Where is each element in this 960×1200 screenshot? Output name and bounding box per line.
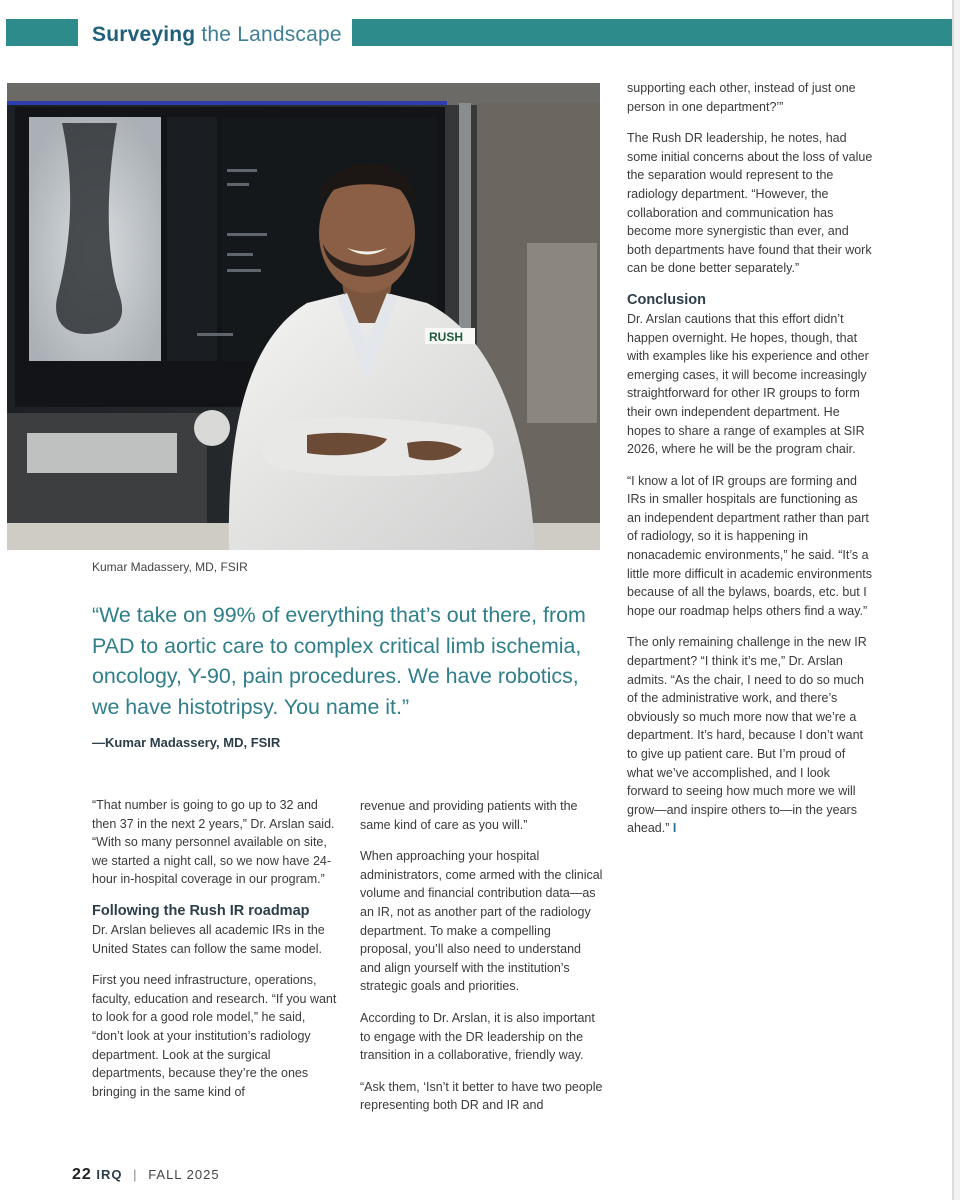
portrait-illustration [7, 83, 600, 550]
photo-caption: Kumar Madassery, MD, FSIR [92, 560, 248, 574]
paragraph: First you need infrastructure, operations, faculty, education and research. “If you want to look for a good role model,” he said, “don’t look at your institution’s radiology department. Look at the surgical departments, because they’re the ones bringing in the same kind of [92, 973, 337, 1099]
paragraph: According to Dr. Arslan, it is also important to engage with the DR leadership on the transition in a collaborative, friendly way. [360, 1010, 595, 1063]
page-footer [72, 1166, 220, 1184]
pull-quote-attribution: —Kumar Madassery, MD, FSIR [92, 735, 281, 750]
page-number: 22 [72, 1166, 92, 1183]
paragraph: supporting each other, instead of just one person in one department?’” [627, 81, 856, 114]
paragraph: “I know a lot of IR groups are forming and IRs in smaller hospitals are functioning as an independent department rather than part of radiology, so it is happening in nonacademic environments,” he said. “It’s a little more difficult in academic environments because of all the bylaws, boards, etc. but I hope our roadmap helps others find a way.” [627, 473, 873, 618]
paragraph: “That number is going to go up to 32 and then 37 in the next 2 years,” Dr. Arslan said. “With so many personnel available on site, we started a night call, so we now have 24-hour in-hospital coverage in our program.” [92, 798, 335, 887]
paragraph: Dr. Arslan believes all academic IRs in the United States can follow the same model. [92, 922, 325, 956]
paragraph: The Rush DR leadership, he notes, had some initial concerns about the loss of value the separation would represent to the radiology department. “However, the collaboration and communication has become more synergistic than ever, and both departments have found that their work can be done better separately.” [627, 131, 873, 276]
header-band-right [352, 19, 952, 46]
column-3 [627, 79, 873, 851]
paragraph-final [627, 633, 873, 838]
paragraph: revenue and providing patients with the same kind of care as you will.” [360, 799, 578, 832]
paragraph: When approaching your hospital administrators, come armed with the clinical volume and financial contribution data—as an IR, not as another part of the radiology department. To make a compelling proposal, you’ll also need to understand and align yourself with the institution’s strategic goals and priorities. [360, 849, 603, 994]
header-band-left [6, 19, 78, 46]
column-1 [92, 796, 338, 1114]
pull-quote: “We take on 99% of everything that’s out there, from PAD to aortic care to complex critical limb ischemia, oncology, Y-90, pain procedures. We have robotics, we have histotripsy. You name it.” [92, 603, 586, 719]
section-title-light: the Landscape [201, 23, 342, 46]
subheading: Conclusion [627, 291, 706, 308]
section-title-bold: Surveying [92, 23, 196, 46]
paragraph: Dr. Arslan cautions that this effort didn’t happen overnight. He hopes, though, that with examples like his experience and other emerging cases, it will become increasingly straightforward for other IR groups to form their own independent department. He hopes to share a range of examples at SIR 2026, where he will be the program chair. [627, 311, 869, 457]
magazine-name: IRQ [96, 1167, 123, 1182]
section-title [92, 20, 342, 47]
paragraph-text: The only remaining challenge in the new IR department? “I think it’s me,” Dr. Arslan admits. “As the chair, I need to do so much of the administrative work, and there’s obviously so much more now that we’re a department. It’s hard, because I don’t want to give up patient care. But I’m proud of what we’ve accomplished, and I look forward to seeing how much more we will grow—and inspire others to—in the years ahead.” [627, 635, 867, 836]
issue-label: FALL 2025 [148, 1167, 220, 1182]
footer-separator: | [133, 1167, 138, 1182]
coat-logo: RUSH [429, 330, 464, 344]
column-2 [360, 797, 603, 1128]
paragraph: “Ask them, ‘Isn’t it better to have two people representing both DR and IR and [360, 1079, 603, 1113]
end-mark: I [672, 821, 677, 836]
subheading: Following the Rush IR roadmap [92, 902, 310, 919]
portrait-photo [7, 83, 600, 550]
